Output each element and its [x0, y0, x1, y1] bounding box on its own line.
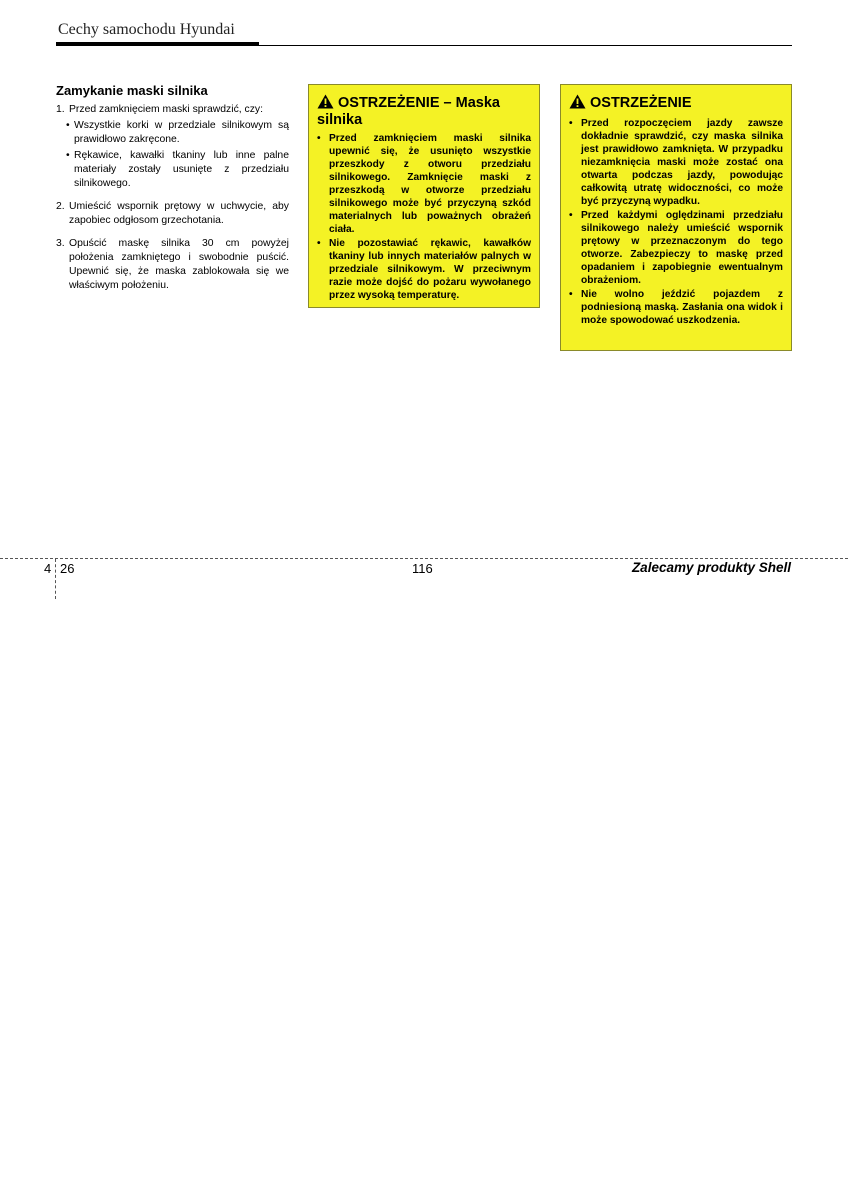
- step-text: Umieścić wspornik prętowy w uchwycie, aby zapobiec odgłosom grzechotania.: [69, 201, 289, 226]
- warning-box-general: [560, 84, 792, 351]
- warning-title: OSTRZEŻENIE: [590, 95, 692, 111]
- warning-item: [569, 288, 783, 327]
- instructions-column: [56, 83, 289, 293]
- bullet-icon: •: [317, 238, 321, 249]
- footer-slogan: Zalecamy produkty Shell: [631, 560, 791, 575]
- bullet-text: Rękawice, kawałki tkaniny lub inne palne materiały zostały usunięte z przedziału silnikowego.: [74, 150, 289, 189]
- footer-dashed-divider: [55, 559, 56, 599]
- bullet-icon: •: [569, 118, 573, 129]
- section-title: Zamykanie maski silnika: [56, 83, 208, 98]
- warning-text: Nie pozostawiać rękawic, kawałków tkaniny lub innych materiałów palnych w przedziale silnikowym. W przeciwnym razie może dojść do pożaru wywołanego przez wysoką temperaturę.: [329, 238, 531, 301]
- step-number: 2.: [56, 201, 65, 212]
- step-text: Opuścić maskę silnika 30 cm powyżej położenia zamkniętego i swobodnie puścić. Upewnić się, że maska zablokowała się we właściwym położeniu.: [69, 238, 289, 291]
- step-text: Przed zamknięciem maski sprawdzić, czy:: [69, 104, 264, 115]
- warning-triangle-icon: [317, 94, 334, 113]
- step-1-bullet: [66, 119, 289, 147]
- warning-title-row: [569, 94, 783, 113]
- step-3: [56, 237, 289, 293]
- warning-text: Przed każdymi oględzinami przedziału silnikowego należy umieścić wspornik prętowy w przeznaczonym do tego otworze. Zabezpieczy to maskę przed opadaniem i zapobiegnie ewentualnym obrażeniom.: [581, 210, 783, 286]
- step-2: [56, 200, 289, 228]
- step-number: 3.: [56, 238, 65, 249]
- warning-triangle-icon: [569, 94, 586, 113]
- chapter-number: 4: [44, 561, 52, 576]
- header-rule: [56, 45, 792, 46]
- step-number: 1.: [56, 104, 65, 115]
- bullet-icon: •: [317, 133, 321, 144]
- bullet-icon: •: [66, 150, 70, 161]
- footer-dashed-rule: [0, 558, 848, 559]
- bullet-icon: •: [569, 210, 573, 221]
- bullet-text: Wszystkie korki w przedziale silnikowym są prawidłowo zakręcone.: [74, 120, 289, 145]
- bullet-icon: •: [569, 289, 573, 300]
- bullet-icon: •: [66, 120, 70, 131]
- warning-item: [569, 209, 783, 287]
- warning-title: OSTRZEŻENIE – Maska silnika: [317, 95, 500, 128]
- page-number: 26: [60, 561, 75, 576]
- warning-text: Nie wolno jeździć pojazdem z podniesioną maską. Zasłania ona widok i może spowodować uszkodzenia.: [581, 289, 783, 326]
- step-1: [56, 103, 289, 117]
- sheet-number: 116: [412, 561, 433, 576]
- step-1-bullet: [66, 149, 289, 191]
- warning-title-row: [317, 94, 531, 128]
- warning-item: [317, 237, 531, 302]
- warning-item: [317, 132, 531, 236]
- warning-box-hood: [308, 84, 540, 308]
- warning-item: [569, 117, 783, 208]
- header-title: Cechy samochodu Hyundai: [58, 21, 235, 38]
- warning-text: Przed zamknięciem maski silnika upewnić się, że usunięto wszystkie przeszkody z otworu przedziału silnikowego. Zamknięcie maski z przeszkodą w otworze przedziału silnikowego może być przyczyną szkód materialnych lub poważnych obrażeń ciała.: [329, 133, 531, 235]
- warning-text: Przed rozpoczęciem jazdy zawsze dokładnie sprawdzić, czy maska silnika jest prawidłowo zamknięta. W przypadku niezamknięcia maski może zostać ona otwarta podczas jazdy, powodując całkowitą utratę widoczności, co może być przyczyną wypadku.: [581, 118, 783, 207]
